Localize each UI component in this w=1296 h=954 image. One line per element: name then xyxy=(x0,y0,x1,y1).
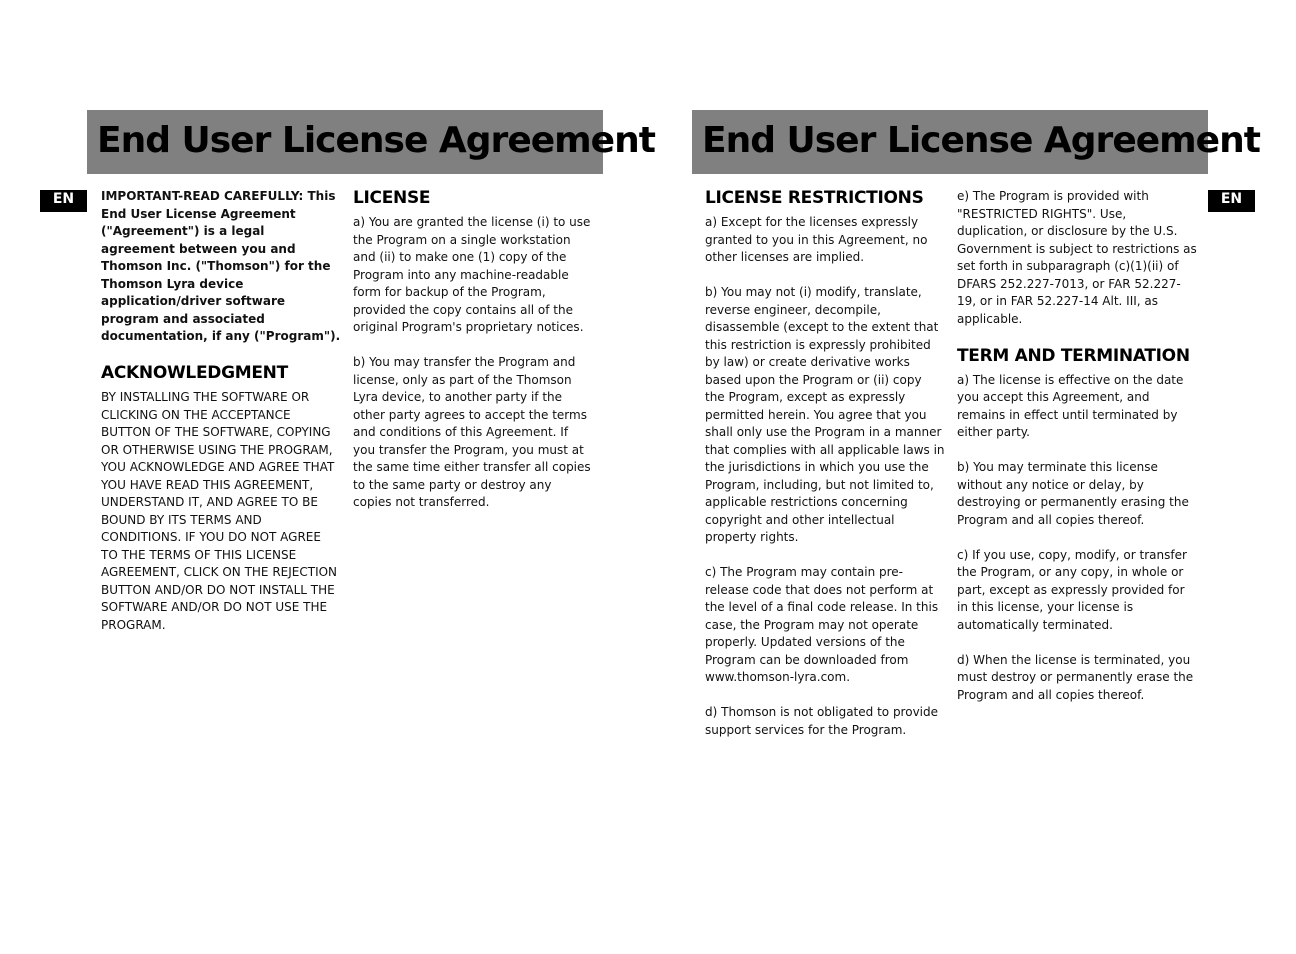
language-tab: EN xyxy=(40,190,87,212)
termination-paragraph-d: d) When the license is terminated, you must destroy or permanently erase the Program and all copies thereof. xyxy=(957,652,1194,702)
header-bar xyxy=(87,110,655,174)
termination-paragraph-b: b) You may terminate this license without any notice or delay, by destroying or permanently erasing the Program and all copies thereof. xyxy=(957,460,1189,527)
license-paragraph-a: a) You are granted the license (i) to use the Program on a single workstation and (ii) to make one (1) copy of the Program into any machine-readable form for backup of the Program, provided the copy contains all of the original Program's proprietary notices. xyxy=(353,215,591,334)
page-title: End User License Agreement xyxy=(97,120,655,161)
restrictions-paragraph-b: b) You may not (i) modify, translate, reverse engineer, decompile, disassemble (except to the extent that this restriction is expressly prohibited by law) or create derivative works based upon the Program or (ii) copy the Program, except as expressly permitted herein. You agree that you shall only use the Program in a manner that complies with all applicable laws in the jurisdictions in which you use the Program, including, but not limited to, applicable restrictions concerning copyright and other intellectual property rights. xyxy=(705,285,945,544)
termination-paragraph-a: a) The license is effective on the date you accept this Agreement, and remains in effect until terminated by either party. xyxy=(957,372,1184,439)
intro-paragraph: IMPORTANT-READ CAREFULLY: This End User License Agreement ("Agreement") is a legal agreement between you and Thomson Inc. ("Thomson") for the Thomson Lyra device application/driver software program and associated documentation, if any ("Program"). xyxy=(101,189,341,343)
acknowledgment-text: BY INSTALLING THE SOFTWARE OR CLICKING ON THE ACCEPTANCE BUTTON OF THE SOFTWARE, COPYING OR OTHERWISE USING THE PROGRAM, YOU ACKNOWLEDGE AND AGREE THAT YOU HAVE READ THIS AGREEMENT, UNDERSTAND IT, AND AGREE TO BE BOUND BY ITS TERMS AND CONDITIONS. IF YOU DO NOT AGREE TO THE TERMS OF THIS LICENSE AGREEMENT, CLICK ON THE REJECTION BUTTON AND/OR DO NOT INSTALL THE SOFTWARE AND/OR DO NOT USE THE PROGRAM. xyxy=(101,390,338,632)
page-title: End User License Agreement xyxy=(702,120,1260,161)
right-page xyxy=(648,0,1296,954)
left-column-2 xyxy=(353,188,593,529)
termination-paragraph-c: c) If you use, copy, modify, or transfer the Program, or any copy, in whole or part, except as expressly provided for in this license, your license is automatically terminated. xyxy=(957,547,1187,632)
restrictions-paragraph-e: e) The Program is provided with "RESTRICTED RIGHTS". Use, duplication, or disclosure by the U.S. Government is subject to restrictions as set forth in subparagraph (c)(1)(ii) of DFARS 252.227-7013, or FAR 52.227-19, or in FAR 52.227-14 Alt. III, as applicable. xyxy=(957,189,1197,326)
license-heading: LICENSE xyxy=(353,188,431,208)
restrictions-paragraph-d: d) Thomson is not obligated to provide support services for the Program. xyxy=(705,705,939,737)
left-column-1 xyxy=(101,188,341,652)
license-paragraph-b: b) You may transfer the Program and license, only as part of the Thomson Lyra device, to another party if the other party agrees to accept the terms and conditions of this Agreement. If you transfer the Program, you must at the same time either transfer all copies to the same party or destroy any copies not transferred. xyxy=(353,355,591,509)
right-column-2 xyxy=(957,188,1197,722)
language-tab: EN xyxy=(1208,190,1255,212)
restrictions-paragraph-c: c) The Program may contain pre-release code that does not perform at the level of a final code release. In this case, the Program may not operate properly. Updated versions of the Program can be downloaded from www.thomson-lyra.com. xyxy=(705,565,939,684)
restrictions-heading: LICENSE RESTRICTIONS xyxy=(705,188,924,208)
termination-heading: TERM AND TERMINATION xyxy=(957,345,1190,366)
restrictions-paragraph-a: a) Except for the licenses expressly granted to you in this Agreement, no other licenses are implied. xyxy=(705,215,928,264)
right-column-1 xyxy=(705,188,945,757)
acknowledgment-heading: ACKNOWLEDGMENT xyxy=(101,363,288,383)
header-bar xyxy=(692,110,1260,174)
